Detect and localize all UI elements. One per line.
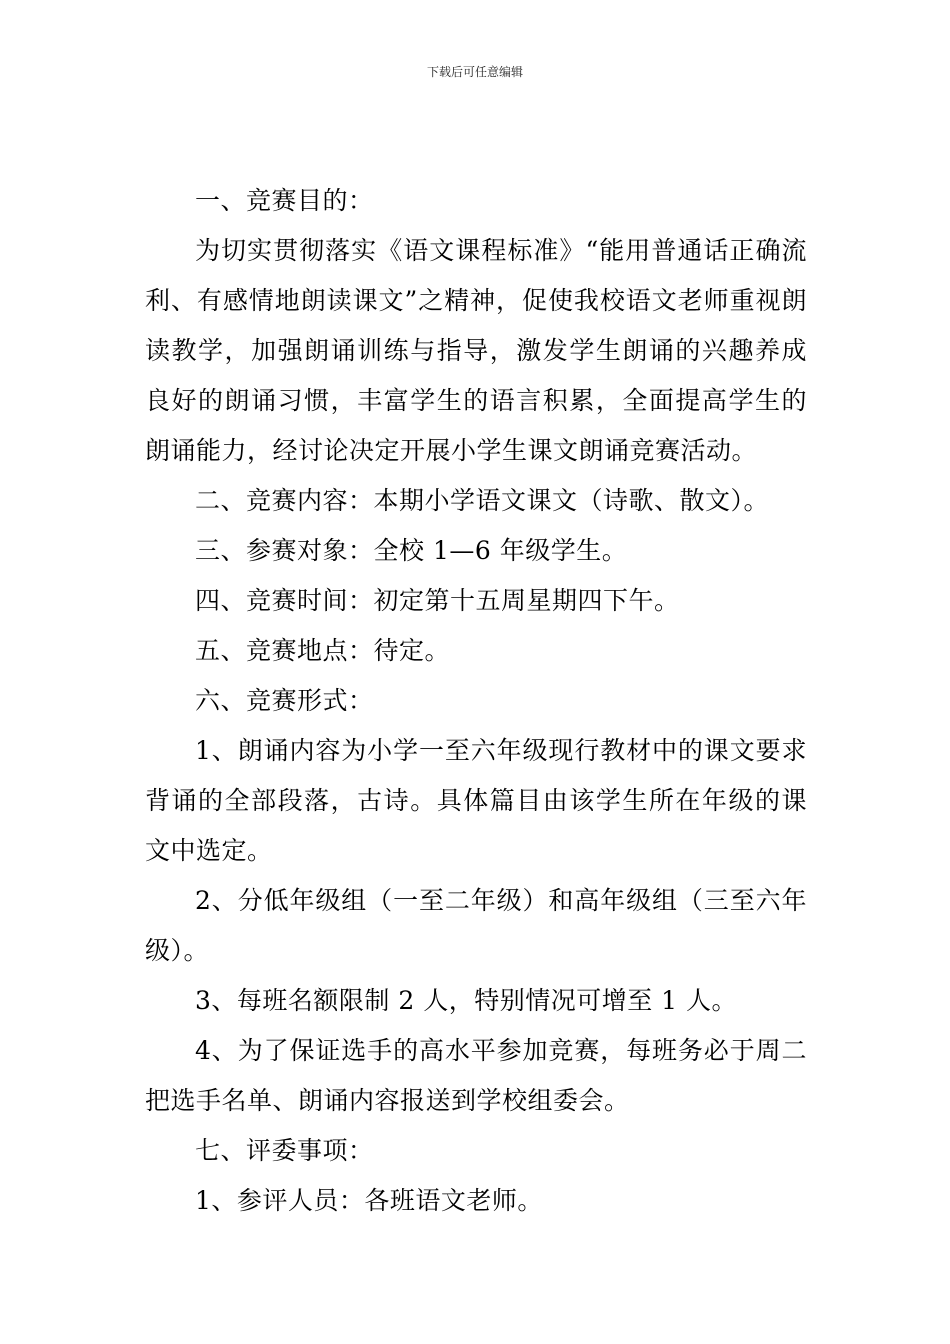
format-item-1: 1、朗诵内容为小学一至六年级现行教材中的课文要求背诵的全部段落，古诗。具体篇目由该学生所在年级的课文中选定。 <box>145 736 807 865</box>
section-heading-judges: 七、评委事项： <box>195 1136 374 1165</box>
purpose-paragraph: 为切实贯彻落实《语文课程标准》“能用普通话正确流利、有感情地朗读课文”之精神，促使我校语文老师重视朗读教学，加强朗诵训练与指导，激发学生朗诵的兴趣养成良好的朗诵习惯，丰富学生的语言积累，全面提高学生的朗诵能力，经讨论决定开展小学生课文朗诵竞赛活动。 <box>145 236 807 465</box>
format-item-4: 4、为了保证选手的高水平参加竞赛，每班务必于周二把选手名单、朗诵内容报送到学校组委会。 <box>145 1036 807 1115</box>
content-line: 二、竞赛内容：本期小学语文课文（诗歌、散文）。 <box>195 486 770 515</box>
document-body <box>145 176 807 1226</box>
participants-line: 三、参赛对象：全校 1—6 年级学生。 <box>195 536 628 565</box>
page-header: 下载后可任意编辑 <box>426 65 523 79</box>
location-line: 五、竞赛地点：待定。 <box>195 636 451 665</box>
section-heading-format: 六、竞赛形式： <box>195 686 374 715</box>
format-item-3: 3、每班名额限制 2 人，特别情况可增至 1 人。 <box>195 986 738 1015</box>
judges-item-1: 1、参评人员：各班语文老师。 <box>195 1186 543 1215</box>
time-line: 四、竞赛时间：初定第十五周星期四下午。 <box>195 586 680 615</box>
section-heading-purpose: 一、竞赛目的： <box>195 186 374 215</box>
format-item-2: 2、分低年级组（一至二年级）和高年级组（三至六年级）。 <box>145 886 807 965</box>
